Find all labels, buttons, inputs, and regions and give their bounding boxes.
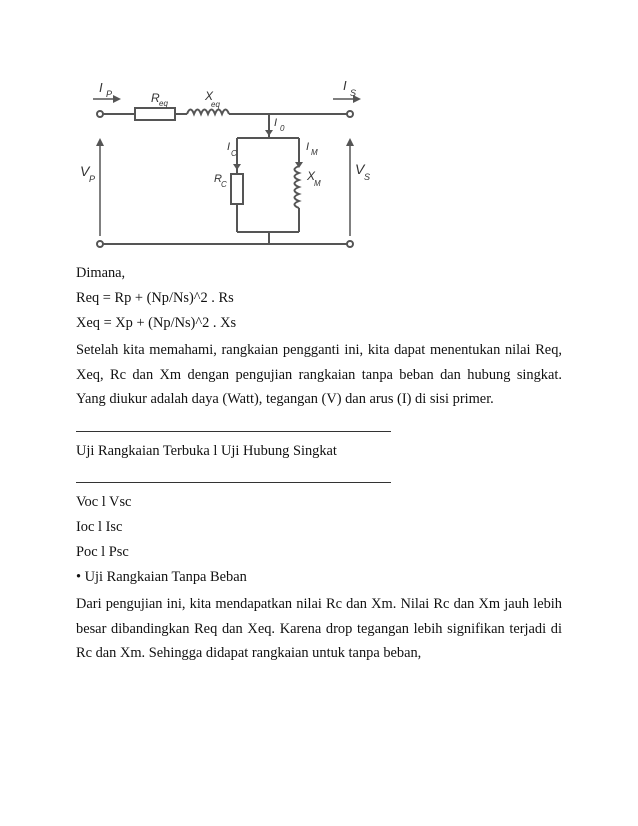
xm-inductor	[295, 166, 300, 208]
im-label-sub: M	[311, 148, 318, 157]
ic-label: I	[227, 141, 231, 153]
is-label-sub: S	[350, 88, 357, 98]
ip-label: I	[99, 80, 103, 95]
rc-resistor	[231, 174, 243, 204]
xm-label-sub: M	[314, 179, 321, 188]
section-heading: • Uji Rangkaian Tanpa Beban	[76, 569, 247, 585]
im-label: I	[306, 141, 310, 153]
equivalent-circuit-diagram	[75, 66, 375, 254]
vs-label: V	[355, 161, 365, 177]
xeq-formula: Xeq = Xp + (Np/Ns)^2 . Xs	[76, 315, 237, 331]
xm-label: X	[307, 169, 316, 183]
vp-label-sub: P	[89, 174, 96, 184]
divider-top	[76, 431, 391, 432]
row-power: Poc l Psc	[76, 544, 129, 560]
rc-label-sub: C	[221, 180, 227, 189]
divider-bottom	[76, 482, 391, 483]
ip-label-sub: P	[106, 89, 113, 99]
vs-label-sub: S	[364, 172, 371, 182]
i0-label-sub: 0	[280, 124, 285, 133]
paragraph-intro: Setelah kita memahami, rangkaian pengganti ini, kita dapat menentukan nilai Req, Xeq, Rc dan Xm dengan pengujian rangkaian tanpa beban dan hubung singkat. Yang diukur adalah daya (Watt), tegangan (V) dan arus (I) di sisi primer.	[76, 342, 562, 407]
row-voltage: Voc l Vsc	[76, 494, 132, 510]
dimana-text: Dimana,	[76, 265, 126, 281]
row-current: Ioc l Isc	[76, 519, 123, 535]
paragraph-no-load: Dari pengujian ini, kita mendapatkan nilai Rc dan Xm. Nilai Rc dan Xm jauh lebih besar dibandingkan Req dan Xeq. Karena drop tegangan lebih signifikan terjadi di Rc dan Xm. Sehingga didapat rangkaian untuk tanpa beban,	[76, 596, 562, 661]
ic-label-sub: C	[231, 149, 237, 158]
vp-label: V	[80, 163, 90, 179]
rc-label: R	[214, 173, 222, 185]
xeq-inductor	[187, 110, 229, 115]
xeq-label: X	[205, 89, 214, 103]
table-header: Uji Rangkaian Terbuka l Uji Hubung Singkat	[76, 443, 337, 459]
req-resistor	[135, 108, 175, 120]
req-label-sub: eq	[159, 99, 168, 108]
req-label: R	[151, 91, 160, 105]
i0-label: I	[274, 117, 278, 129]
xeq-label-sub: eq	[211, 100, 220, 109]
is-label: I	[343, 78, 347, 93]
req-formula: Req = Rp + (Np/Ns)^2 . Rs	[76, 290, 234, 306]
